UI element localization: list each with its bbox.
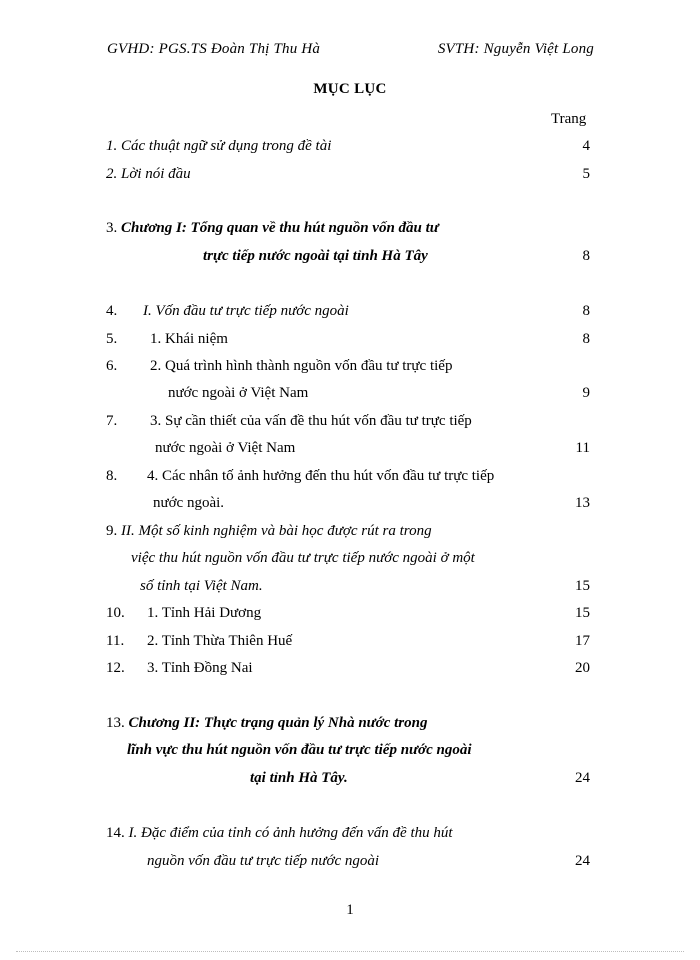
- toc-entry-number: 2.: [106, 166, 118, 182]
- toc-entry-number: 10.: [106, 605, 125, 621]
- toc-entry-text-cont: lĩnh vực thu hút nguồn vốn đầu tư trực tiếp nước ngoài: [127, 742, 472, 758]
- toc-entry-text: 3. Sự cần thiết của vấn đề thu hút vốn đầu tư trực tiếp: [150, 413, 472, 429]
- toc-entry-number: 4.: [106, 303, 118, 319]
- toc-entry-number: 8.: [106, 468, 118, 484]
- toc-entry-number: 12.: [106, 660, 125, 676]
- toc-entry-page: 8: [582, 331, 590, 347]
- toc-entry-text: I. Đặc điểm của tỉnh có ảnh hưởng đến vấn đề thu hút: [128, 825, 453, 841]
- toc-entry-9: [106, 522, 432, 540]
- header-supervisor: GVHD: PGS.TS Đoàn Thị Thu Hà: [107, 41, 321, 57]
- toc-entry-page: 24: [575, 770, 590, 786]
- toc-title: MỤC LỤC: [313, 81, 387, 97]
- toc-entry-number: 14.: [106, 825, 125, 841]
- toc-entry-text-cont: tại tỉnh Hà Tây.: [250, 770, 348, 786]
- toc-entry-text: II. Một số kinh nghiệm và bài học được rút ra trong: [121, 523, 432, 539]
- toc-entry-number: 11.: [106, 633, 125, 649]
- toc-entry-text: I. Vốn đầu tư trực tiếp nước ngoài: [143, 303, 349, 319]
- toc-entry-page: 8: [582, 248, 590, 264]
- toc-entry-text: Chương II: Thực trạng quản lý Nhà nước trong: [128, 715, 428, 731]
- toc-entry-number: 5.: [106, 331, 118, 347]
- toc-entry-13: [106, 714, 427, 732]
- toc-entry-text-cont: nước ngoài.: [153, 495, 225, 511]
- toc-entry-text: 2. Quá trình hình thành nguồn vốn đầu tư trực tiếp: [150, 358, 453, 374]
- toc-entry-1: [106, 137, 331, 155]
- toc-entry-page: 5: [582, 166, 590, 182]
- toc-entry-page: 15: [575, 578, 590, 594]
- toc-entry-text: 3. Tỉnh Đồng Nai: [147, 660, 253, 676]
- page-bottom-rule: [16, 951, 684, 952]
- toc-entry-14: [106, 824, 453, 842]
- toc-entry-text-cont: nguồn vốn đầu tư trực tiếp nước ngoài: [147, 853, 380, 869]
- toc-entry-page: 24: [575, 853, 590, 869]
- footer-page-number: 1: [346, 902, 354, 918]
- toc-entry-text: Các thuật ngữ sử dụng trong đề tài: [121, 138, 332, 154]
- toc-entry-text-cont: nước ngoài ở Việt Nam: [155, 440, 296, 456]
- toc-entry-number: 7.: [106, 413, 118, 429]
- toc-entry-text: 2. Tỉnh Thừa Thiên Huế: [147, 633, 293, 649]
- toc-entry-text-cont: nước ngoài ở Việt Nam: [168, 385, 309, 401]
- toc-entry-text-cont: trực tiếp nước ngoài tại tỉnh Hà Tây: [203, 248, 428, 264]
- toc-entry-number: 6.: [106, 358, 118, 374]
- toc-entry-number: 9.: [106, 523, 118, 539]
- toc-entry-number: 13.: [106, 715, 125, 731]
- toc-entry-text: Chương I: Tổng quan về thu hút nguồn vốn đầu tư: [121, 220, 439, 236]
- toc-entry-page: 11: [575, 440, 590, 456]
- toc-entry-2: [106, 165, 191, 183]
- toc-entry-text: 4. Các nhân tố ảnh hưởng đến thu hút vốn đầu tư trực tiếp: [147, 468, 495, 484]
- toc-entry-page: 17: [575, 633, 590, 649]
- toc-entry-number: 3.: [106, 220, 118, 236]
- header-student: SVTH: Nguyễn Việt Long: [437, 41, 594, 57]
- toc-entry-page: 8: [582, 303, 590, 319]
- toc-entry-text: 1. Tỉnh Hải Dương: [147, 605, 262, 621]
- page-column-label: Trang: [551, 111, 587, 127]
- toc-entry-page: 15: [575, 605, 590, 621]
- toc-entry-3: [106, 219, 439, 237]
- toc-entry-text: Lời nói đầu: [121, 166, 191, 182]
- toc-entry-text: 1. Khái niệm: [150, 331, 228, 347]
- toc-entry-page: 9: [582, 385, 590, 401]
- toc-entry-page: 20: [575, 660, 590, 676]
- toc-entry-page: 4: [582, 138, 590, 154]
- toc-entry-page: 13: [575, 495, 590, 511]
- toc-entry-number: 1.: [106, 138, 118, 154]
- toc-entry-text-cont: việc thu hút nguồn vốn đầu tư trực tiếp nước ngoài ở một: [131, 550, 475, 566]
- toc-entry-text-cont: số tỉnh tại Việt Nam.: [140, 578, 263, 594]
